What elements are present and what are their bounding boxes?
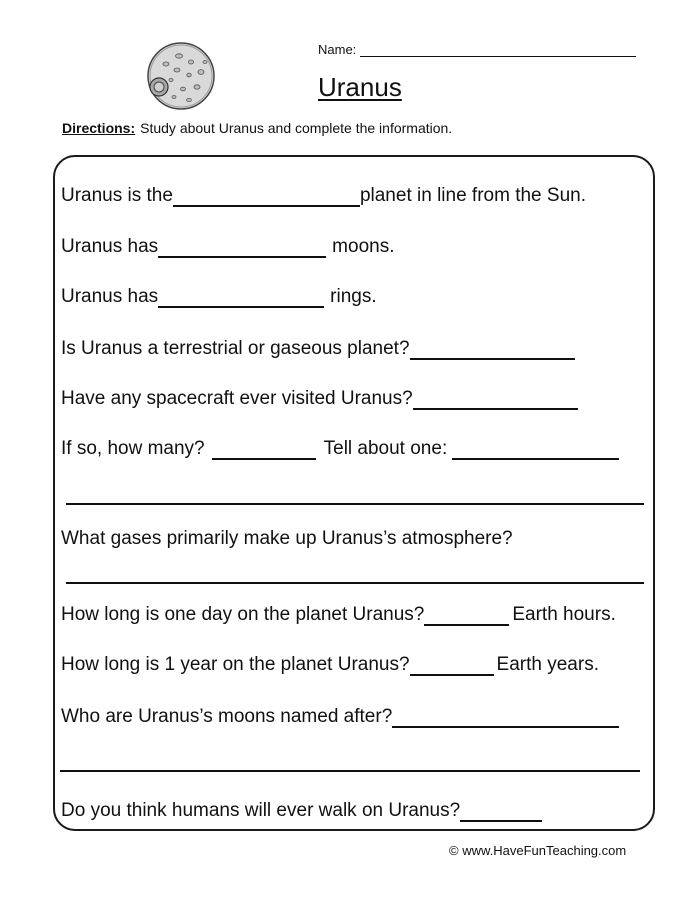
directions [62, 120, 452, 136]
question-5 [61, 388, 578, 410]
name-label: Name: [318, 42, 357, 57]
question-7-text: What gases primarily make up Uranus’s atmosphere? [61, 528, 513, 549]
question-3-text-b: rings. [330, 286, 377, 307]
question-3 [61, 286, 377, 308]
question-6-text-a: If so, how many? [61, 438, 205, 459]
answer-blank-1[interactable] [173, 189, 360, 207]
copyright-footer: © www.HaveFunTeaching.com [449, 843, 627, 858]
question-1 [61, 185, 586, 207]
question-1-text-b: planet in line from the Sun. [359, 185, 586, 206]
answer-line-7-full[interactable] [66, 582, 644, 584]
answer-blank-4[interactable] [410, 342, 575, 360]
answer-blank-2[interactable] [158, 240, 326, 258]
question-2 [61, 236, 394, 258]
name-input-line[interactable] [360, 42, 636, 57]
question-8-text-b: Earth hours. [512, 604, 616, 625]
answer-blank-8[interactable] [424, 608, 509, 626]
question-7 [61, 528, 513, 550]
answer-blank-6b[interactable] [452, 442, 619, 460]
answer-blank-6a[interactable] [212, 442, 316, 460]
question-9 [61, 654, 599, 676]
question-9-text-b: Earth years. [496, 654, 599, 675]
question-8-text-a: How long is one day on the planet Uranus? [61, 604, 425, 625]
question-9-text-a: How long is 1 year on the planet Uranus? [61, 654, 410, 675]
question-10 [61, 706, 619, 728]
question-6 [61, 438, 619, 460]
question-4-text: Is Uranus a terrestrial or gaseous planet? [61, 338, 410, 359]
directions-text: Study about Uranus and complete the information. [140, 120, 453, 136]
answer-line-10-full[interactable] [60, 770, 640, 772]
question-3-text-a: Uranus has [61, 286, 159, 307]
answer-line-6-full[interactable] [66, 503, 644, 505]
answer-blank-11[interactable] [460, 804, 542, 822]
answer-blank-9[interactable] [410, 658, 494, 676]
question-8 [61, 604, 616, 626]
worksheet-title: Uranus [318, 72, 402, 102]
question-10-text: Who are Uranus’s moons named after? [61, 706, 393, 727]
question-1-text-a: Uranus is the [61, 185, 173, 206]
name-field-row [318, 42, 636, 57]
answer-blank-5[interactable] [413, 392, 578, 410]
answer-blank-10[interactable] [392, 710, 619, 728]
question-2-text-a: Uranus has [61, 236, 159, 257]
question-6-text-b: Tell about one: [323, 438, 448, 459]
question-5-text: Have any spacecraft ever visited Uranus? [61, 388, 413, 409]
question-11 [61, 800, 542, 822]
answer-blank-3[interactable] [158, 290, 324, 308]
uranus-illustration [131, 42, 231, 110]
directions-label: Directions: [62, 120, 136, 136]
question-11-text: Do you think humans will ever walk on Uranus? [61, 800, 461, 821]
question-4 [61, 338, 575, 360]
question-2-text-b: moons. [332, 236, 395, 257]
